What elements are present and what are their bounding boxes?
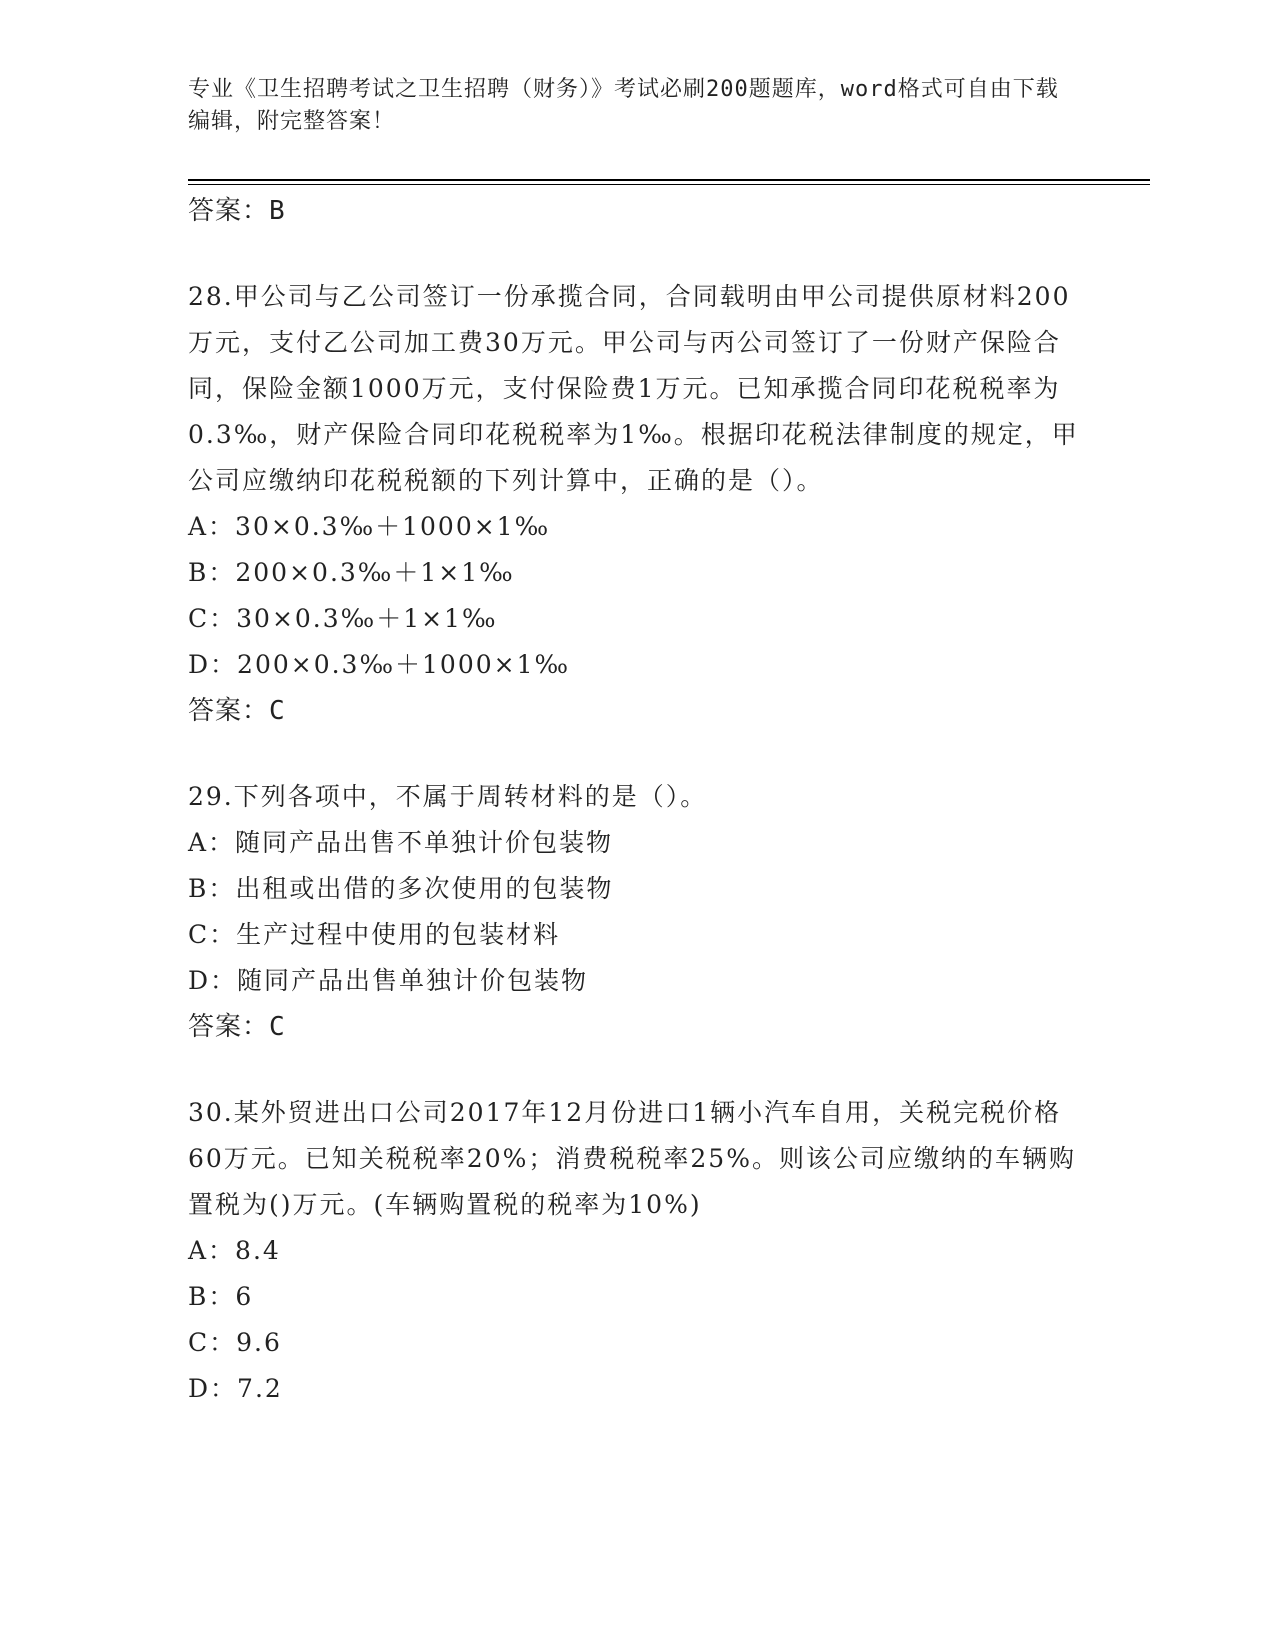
option-b: B：6: [188, 1282, 254, 1311]
option-a: A：8.4: [188, 1236, 281, 1265]
option-c: C：30×0.3‰＋1×1‰: [188, 604, 498, 633]
option-b: B：出租或出借的多次使用的包装物: [188, 874, 614, 903]
answer-line: 答案：C: [188, 1012, 286, 1042]
option-c: C：生产过程中使用的包装材料: [188, 920, 561, 949]
question-text: 30.某外贸进出口公司2017年12月份进口1辆小汽车自用，关税完税价格60万元。已知关税税率20%；消费税税率25%。则该公司应缴纳的车辆购置税为()万元。(车辆购置税的税率为10%): [188, 1098, 1076, 1219]
header-rule-thin: [188, 184, 1150, 185]
option-a: A：随同产品出售不单独计价包装物: [188, 828, 614, 857]
question-29: [188, 774, 1088, 1050]
option-a: A：30×0.3‰＋1000×1‰: [188, 512, 551, 541]
answer-line: 答案：B: [188, 196, 286, 226]
option-c: C：9.6: [188, 1328, 282, 1357]
header-rule-thick: [188, 179, 1150, 181]
question-text: 29.下列各项中，不属于周转材料的是（）。: [188, 782, 708, 811]
document-body: [188, 188, 1088, 1412]
question-28: [188, 274, 1088, 734]
answer-line: 答案：C: [188, 696, 286, 726]
option-b: B：200×0.3‰＋1×1‰: [188, 558, 515, 587]
option-d: D：随同产品出售单独计价包装物: [188, 966, 589, 995]
question-text: 28.甲公司与乙公司签订一份承揽合同，合同载明由甲公司提供原材料200万元，支付乙公司加工费30万元。甲公司与丙公司签订了一份财产保险合同，保险金额1000万元，支付保险费1万元。已知承揽合同印花税税率为0.3‰，财产保险合同印花税税率为1‰。根据印花税法律制度的规定，甲公司应缴纳印花税税额的下列计算中，正确的是（）。: [188, 282, 1079, 495]
option-d: D：7.2: [188, 1374, 283, 1403]
option-d: D：200×0.3‰＋1000×1‰: [188, 650, 571, 679]
document-header: 专业《卫生招聘考试之卫生招聘（财务）》考试必刷200题题库，word格式可自由下载编辑，附完整答案！: [188, 77, 1059, 134]
question-30: [188, 1090, 1088, 1412]
